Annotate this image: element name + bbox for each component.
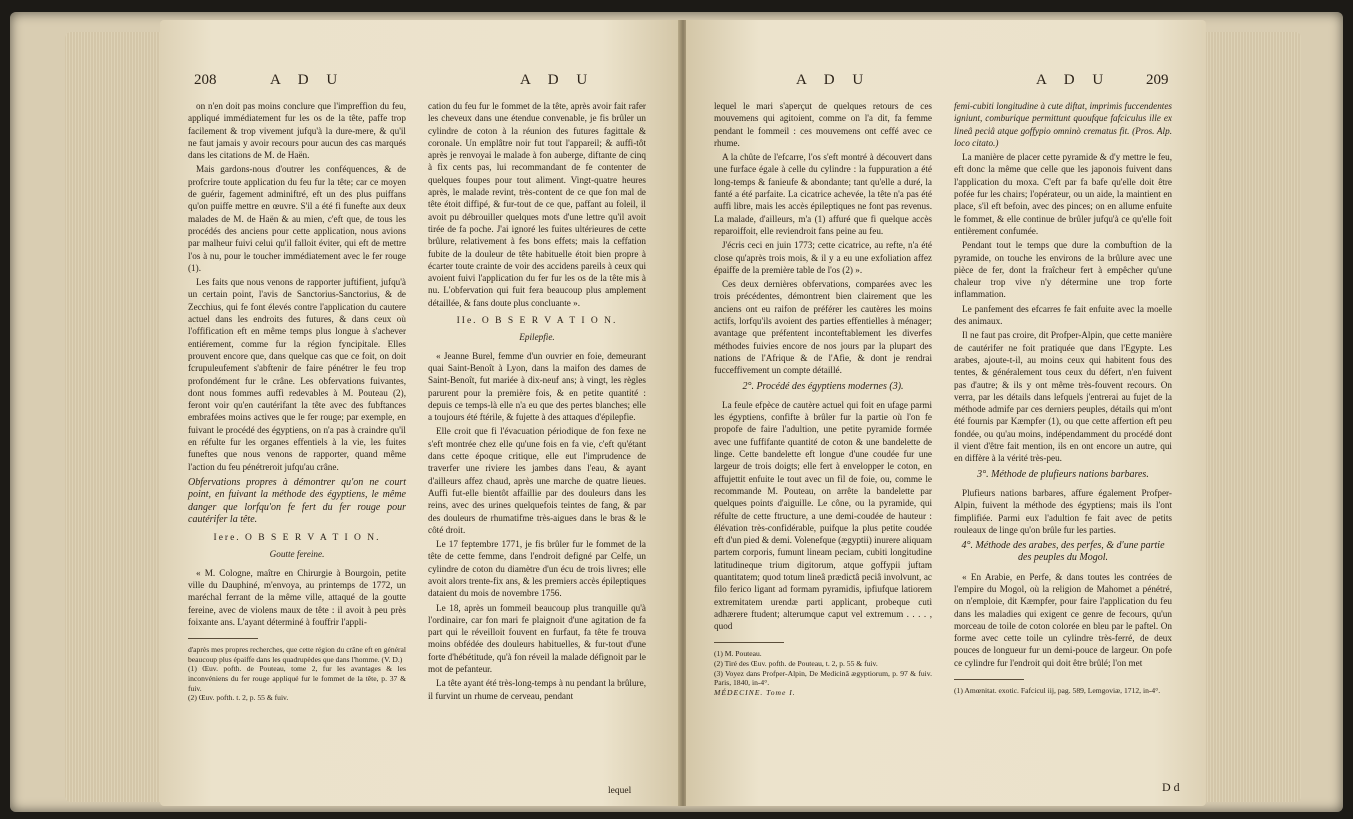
running-head: A D U xyxy=(796,72,871,88)
paragraph: La feule efpèce de cautère actuel qui foit en ufage parmi les égyptiens, confifte à brûler fur la partie où l'on fe propofe de faire l'adultion, une petite pyramide formée avec une fuffifante quantité de coton & une bandelette de linge. Cette bandelette eft longue d'une coudée fur une largeur de trois doigts; elle fert à envelopper le coton, en affujettit enfuite le tout avec un fil de foie, ou, comme le recommande M. Pouteau, on arrête la bandelette par quelques points d'aiguille. Le cône, ou la pyramide, qui réfulte de cette ftructure, a une demi-coudée de hauteur : élévation très-confidérable, puifque la plus petite coudée eft d'un pied & demi. Volenefque (ægyptii) inurere aliquam partem corporis, fumunt lineam peciam, cubiti longitudine latitudineque trium digitorum, atque goffypii juftam quantitatem; quod totum lineâ prædictâ peciâ involvunt, ac filo ferico ligant ad formam pyramidis, ipfiufque latiorem extremitatem urendæ parti applicant, probeque cutì adhærere ftudent; alterumque caput vel extremum . . . . , quod xyxy=(714,399,932,632)
running-head: A D U xyxy=(1036,72,1111,88)
right-column-1 xyxy=(714,100,932,697)
right-page xyxy=(686,20,1206,806)
section-heading: Obfervations propres à démontrer qu'on ne court point, en fuivant la méthode des égyptiens, le même danger que lorfqu'on fe fert du fer rouge pour cautérifer la tête. xyxy=(188,476,406,525)
paragraph: Il ne faut pas croire, dit Profper-Alpin, que cette manière de cautérifer ne foit pratiquée que dans l'Egypte. Les arabes, ajoute-t-il, au moins ceux qui habitent fous des tentes, & généralement tous ceux du défert, n'en fuivent pas d'autre; & ils y ont même très-fouvent recours. On verra, par les détails dans lefquels j'entrerai au fujet de la méthode admife par ces derniers peuples, détails qui m'ont été fournis par Kæmpfer (1), ou que cette affertion eft peu fondée, ou qu'au moins, indépendamment du procédé dont il vient d'être fait mention, ils en ont encore un autre, qui en diffère à la vérité très-peu. xyxy=(954,330,1172,464)
paragraph: Plufieurs nations barbares, affure également Profper-Alpin, fuivent la méthode des égyptiens; mais ils l'ont fimplifiée. Parmi eux l'adultion fe fait avec de petits rouleaux de linge qu'on brûle fur les parties. xyxy=(954,487,1172,535)
page-edges-left xyxy=(65,32,160,802)
paragraph: Mais gardons-nous d'outrer les conféquences, & de profcrire toute application du feu fur la tête; car ce moyen de guérir, fagement adminiftré, eft un des plus puiffans qu'on puiffe mettre en œuvre. S'il a été fi funefte aux deux malades de M. de Haën & au mien, c'eft que, de tous les procédés des anciens pour cette application, nous avions par malheur fuivi celui qu'il falloit éviter, qui eft de mettre l'os à nu, pour le toucher immédiatement avec le fer rouge (1). xyxy=(188,164,406,273)
signature-mark: D d xyxy=(1162,780,1180,794)
paragraph: « En Arabie, en Perfe, & dans toutes les contrées de l'empire du Mogol, où la religion de Mahomet a pénétré, on n'emploie, dit Kæmpfer, pour faire l'application du feu dans les maladies qui exigent ce genre de fecours, qu'un morceau de toile de coton colorée en bleu par le paftel. On forme avec cette toile un cylindre très-ferré, de deux pouces de longueur fur un demi-pouce de largeur. On pofe ce cylindre fur l'endroit qui doit être brûlé; l'on met xyxy=(954,571,1172,668)
footnote: (3) Voyez dans Profper-Alpin, De Medicinâ ægyptiorum, p. 97 & fuiv. Paris, 1840, in-4°. xyxy=(714,668,932,688)
paragraph: femi-cubiti longitudine à cute diftat, imprimis fuccendentes igniunt, comburique permittunt quoufque fafciculus ille ex lineâ peciâ atque goffypio omninò crematus fit. (Pros. Alp. loco citato.) xyxy=(954,101,1172,148)
paragraph: J'écris ceci en juin 1773; cette cicatrice, au refte, n'a été close qu'après trois mois, & il y a eu une exfoliation affez épaiffe de la première table de l'os (2) ». xyxy=(714,240,932,275)
left-page xyxy=(160,20,680,806)
footnote: (2) Tiré des Œuv. pofth. de Pouteau, t. 2, p. 55 & fuiv. xyxy=(714,659,878,669)
page-edges-right xyxy=(1206,32,1301,802)
paragraph: lequel le mari s'aperçut de quelques retours de ces mouvemens qui agitoient, comme on l'a dit, fa femme pendant le fommeil : ces mouvemens ont ceffé avec ce rhume. xyxy=(714,101,932,148)
open-book xyxy=(10,12,1343,812)
footnote: d'après mes propres recherches, que cette région du crâne eft en général beaucoup plus épaiffe dans les quadrupèdes que dans l'homme. (V. D.) xyxy=(188,645,406,664)
paragraph: A la chûte de l'efcarre, l'os s'eft montré à découvert dans une furface égale à celle du cylindre : la fuppuration a été long-temps & fanieufe & abondante; tant qu'elle a duré, la fanté a été parfaite. La cicatrice achevée, la tête n'a pas été auffi libre, mais les accès épileptiques ne font pas revenus. La malade, d'ailleurs, m'a (1) affuré que fi quelque accès reparoiffoit, elle reviendroit fans peine au feu. xyxy=(714,152,932,236)
footnote-rule xyxy=(188,638,258,639)
footnote-rule xyxy=(714,642,784,643)
right-column-2 xyxy=(954,100,1172,696)
section-heading: 2°. Procédé des égyptiens modernes (3). xyxy=(742,380,904,392)
paragraph: « Jeanne Burel, femme d'un ouvrier en foie, demeurant quai Saint-Benoît à Lyon, dans la maifon des dames de Saint-Benoît, fut mariée à dix-neuf ans; à vingt, les règles parurent pour la première fois, & en petite quantité : depuis ce temps-là elle n'a eu que des pertes blanches; elle a toujours été ftérile, & fujette à des attaques d'épilepfie. xyxy=(428,350,646,423)
footnote: (2) Œuv. pofth. t. 2, p. 55 & fuiv. xyxy=(188,693,289,703)
paragraph: Pendant tout le temps que dure la combuftion de la pyramide, on touche les environs de la brûlure avec une pièce de fer, dont la fraîcheur fert à empêcher qu'une chaleur trop vive n'y détermine une trop forte inflammation. xyxy=(954,240,1172,300)
paragraph: « M. Cologne, maître en Chirurgie à Bourgoin, petite ville du Dauphiné, m'envoya, au printemps de 1772, un maréchal ferrant de la même ville, attaqué de la goutte fereine, avec de violens maux de tête : il avoit à peu près foixante ans. L'ayant déterminé à fouffrir l'appli- xyxy=(188,567,406,627)
paragraph: on n'en doit pas moins conclure que l'impreffion du feu, appliqué immédiatement fur les os de la tête, paffe trop facilement & trop vivement jufqu'à la dure-mere, & qu'il ne faut jamais y avoir recours pour aucun des cas marqués dans les citations de M. de Haën. xyxy=(188,101,406,161)
paragraph: cation du feu fur le fommet de la tête, après avoir fait rafer les cheveux dans une étendue convenable, je fis brûler un cylindre de coton à la réunion des futures fagittale & coronale. Un emplâtre noir fut tout l'appareil; & auffi-tôt après je renvoyai le malade à fon auberge, diftante de cinq à fix cents pas, lui recommandant de fe contenter de quelques foupes pour tout aliment. Vingt-quatre heures après, le malade revint, très-content de ce que fon mal de tête étoit diffipé, & fur-tout de ce que, paffant au foleil, il avoit pu débrouiller quelques mots d'une lettre qu'il avoit tirée de fa poche. J'ai ignoré les fuites ultérieures de cette brûlure, relativement à fes bons effets; mais la ceffation fubite de la douleur de tête habituelle étoit bien propre à écarter toute crainte de voir des accidens pareils à ceux qui avoient fuivi l'application du fer fur les os de la tête mis à nu. L'obfervation qui fuit fera beaucoup plus amplement détaillée, & fans doute plus concluante ». xyxy=(428,101,646,308)
footnote: (1) Amœnitat. exotic. Fafcicul iij, pag. 589, Lemgoviæ, 1712, in-4°. xyxy=(954,686,1161,696)
catchword: lequel xyxy=(608,786,632,796)
section-heading: 3°. Méthode de plufieurs nations barbares. xyxy=(977,468,1149,480)
page-number: 208 xyxy=(194,72,217,88)
page-number: 209 xyxy=(1146,72,1169,88)
paragraph: Les faits que nous venons de rapporter juftifient, jufqu'à un certain point, l'avis de Sanctorius-Sanctorius, & de Zecchius, qui fe font élevés contre l'application du cautere actuel dans les endroits des futures, & dans ceux où l'offification eft en même temps plus longue à s'achever entiérement, comme fur la région fyncipitale. Elles prouvent encore que, dans quelque cas que ce foit, on doit fcrupuleufement s'abftenir de faire pénétrer le feu trop profondément fur le crâne. Les obfervations fuivantes, dont nous fommes auffi redevables à M. Pouteau (2), feront voir qu'en cautérifant la tête avec des fubftances embrafées moins actives que le fer rouge; par exemple, en fuivant le procédé des égyptiens, on n'a pas à craindre qu'il en réfulte fur les organes effentiels à la vie, les fuites funeftes que nous venons de rapporter, quand même l'action du feu pénétreroit jufqu'au crâne. xyxy=(188,277,406,472)
footnote-rule xyxy=(954,679,1024,680)
running-head: A D U xyxy=(520,72,595,88)
observation-subtitle: Goutte fereine. xyxy=(269,549,325,560)
paragraph: La manière de placer cette pyramide & d'y mettre le feu, eft donc la même que celle que les japonois fuivent dans l'application du moxa. C'eft par fa bafe qu'elle doit être pofée fur les chairs; l'opérateur, ou un aide, la maintient en place, s'il eft befoin, avec des pinces; on en allume enfuite le fommet, & elle continue de brûler jufqu'à ce qu'elle foit entièrement confumée. xyxy=(954,152,1172,236)
paragraph: Le 18, après un fommeil beaucoup plus tranquille qu'à l'ordinaire, car fon mari fe plaignoit d'une agitation de fa part qui le réveilloit fouvent en furfaut, fa tête fe trouva moins obfédée des douleurs habituelles, & fur-tout d'une forte d'hébétitude, qu'à fon réveil la malade défignoit par le mot de pefanteur. xyxy=(428,602,646,675)
section-heading: 4°. Méthode des arabes, des perfes, & d'une partie des peuples du Mogol. xyxy=(961,540,1165,564)
paragraph: Elle croit que fi l'évacuation périodique de fon fexe ne s'eft montrée chez elle qu'une fois en fa vie, c'eft qu'étant dans cette époque critique, elle eut l'imprudence de traverfer une riviere les jambes dans l'eau, & ayant d'ailleurs affez chaud, après une marche de quatre lieues. Auffi fut-elle bientôt affaillie par des douleurs dans les reins, avec des urines quelquefois teintes de fang, & par des douleurs de rhumatifme très-aigues dans le bras & le côté droit. xyxy=(428,426,646,535)
paragraph: La tête ayant été très-long-temps à nu pendant la brûlure, il furvint un rhume de cerveau, pendant xyxy=(428,678,646,701)
running-head: A D U xyxy=(270,72,345,88)
paragraph: Le panfement des efcarres fe fait enfuite avec la moelle des animaux. xyxy=(954,303,1172,327)
footnote: (1) Œuv. pofth. de Pouteau, tome 2, fur les avantages & les inconvéniens du fer rouge appliqué fur le fommet de la tête, p. 37 & fuiv. xyxy=(188,664,406,693)
left-column-1 xyxy=(188,100,406,703)
left-column-2 xyxy=(428,100,646,704)
observation-title: IIe. O B S E R V A T I O N. xyxy=(456,316,618,327)
footnote: (1) M. Pouteau. xyxy=(714,649,762,659)
observation-title: Iere. O B S E R V A T I O N. xyxy=(213,533,381,544)
paragraph: Ces deux dernières obfervations, comparées avec les trois précédentes, démontrent bien clairement que les anciens ont eu raifon de préférer les cautères les moins actifs, lorfqu'ils avoient des parties effentielles à ménager; avantage que préfentent inconteftablement les diverfes méthodes fuivies encore de nos jours par la plupart des nations de l'Afrique & de l'Afie, & dont je rendrai fucceffivement un compte détaillé. xyxy=(714,279,932,376)
signature-line: MÉDECINE. Tome I. xyxy=(714,687,796,697)
paragraph: Le 17 feptembre 1771, je fis brûler fur le fommet de la tête de cette femme, dans l'endroit defigné par Celfe, un cylindre de coton du diamètre d'un écu de trois livres; elle avoit alors trente-fix ans, & les premiers accès épileptiques dataient du mois de novembre 1756. xyxy=(428,539,646,599)
observation-subtitle: Epilepfie. xyxy=(519,332,555,343)
